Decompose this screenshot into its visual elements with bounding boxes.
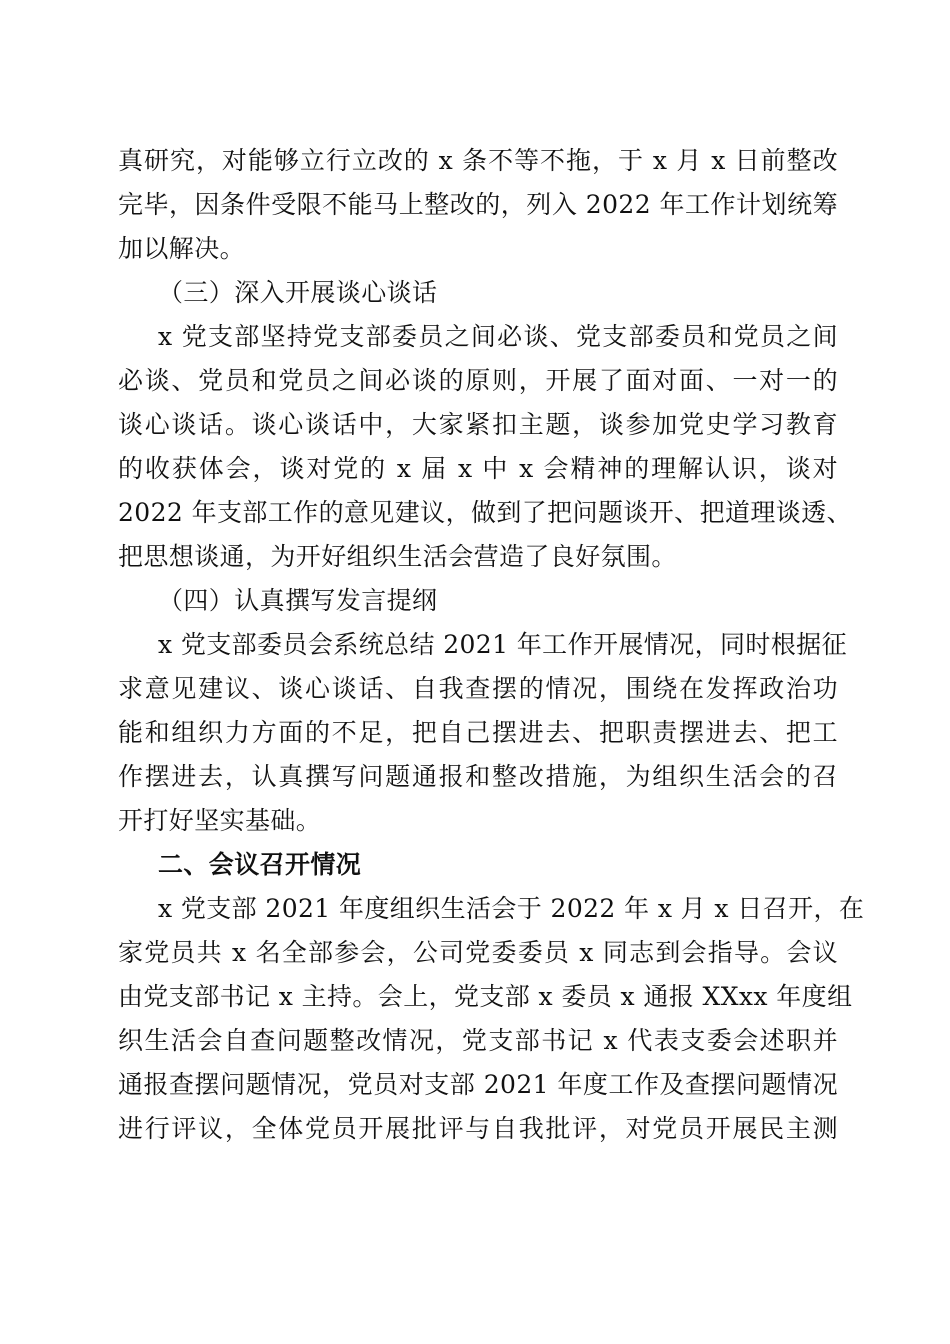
subsection-heading-4: （四）认真撰写发言提纲	[158, 586, 438, 615]
paragraph-line: 加以解决。	[118, 234, 246, 263]
paragraph-line: 真研究，对能够立行立改的 x 条不等不拖，于 x 月 x 日前整改	[118, 146, 838, 175]
paragraph-line: 作摆进去，认真撰写问题通报和整改措施，为组织生活会的召	[118, 762, 838, 791]
paragraph-line: x 党支部 2021 年度组织生活会于 2022 年 x 月 x 日召开，在	[158, 894, 865, 923]
paragraph-line: 通报查摆问题情况，党员对支部 2021 年度工作及查摆问题情况	[118, 1070, 838, 1099]
paragraph-line: 把思想谈通，为开好组织生活会营造了良好氛围。	[118, 542, 677, 571]
paragraph-line: 开打好坚实基础。	[118, 806, 322, 835]
paragraph-line: 完毕，因条件受限不能马上整改的，列入 2022 年工作计划统筹	[118, 190, 838, 219]
paragraph-line: 谈心谈话。谈心谈话中，大家紧扣主题，谈参加党史学习教育	[118, 410, 838, 439]
paragraph-line: 织生活会自查问题整改情况，党支部书记 x 代表支委会述职并	[118, 1026, 838, 1055]
paragraph-line: 由党支部书记 x 主持。会上，党支部 x 委员 x 通报 XXxx 年度组	[118, 982, 853, 1011]
paragraph-line: 的收获体会，谈对党的 x 届 x 中 x 会精神的理解认识，谈对	[118, 454, 838, 483]
paragraph-line: x 党支部委员会系统总结 2021 年工作开展情况，同时根据征	[158, 630, 847, 659]
section-heading-2: 二、会议召开情况	[158, 850, 362, 879]
paragraph-line: 家党员共 x 名全部参会，公司党委委员 x 同志到会指导。会议	[118, 938, 838, 967]
paragraph-line: 能和组织力方面的不足，把自己摆进去、把职责摆进去、把工	[118, 718, 838, 747]
paragraph-line: 进行评议，全体党员开展批评与自我批评，对党员开展民主测	[118, 1114, 838, 1143]
paragraph-line: 求意见建议、谈心谈话、自我查摆的情况，围绕在发挥政治功	[118, 674, 838, 703]
paragraph-line: x 党支部坚持党支部委员之间必谈、党支部委员和党员之间	[158, 322, 838, 351]
paragraph-line: 必谈、党员和党员之间必谈的原则，开展了面对面、一对一的	[118, 366, 838, 395]
subsection-heading-3: （三）深入开展谈心谈话	[158, 278, 438, 307]
paragraph-line: 2022 年支部工作的意见建议，做到了把问题谈开、把道理谈透、	[118, 498, 852, 527]
